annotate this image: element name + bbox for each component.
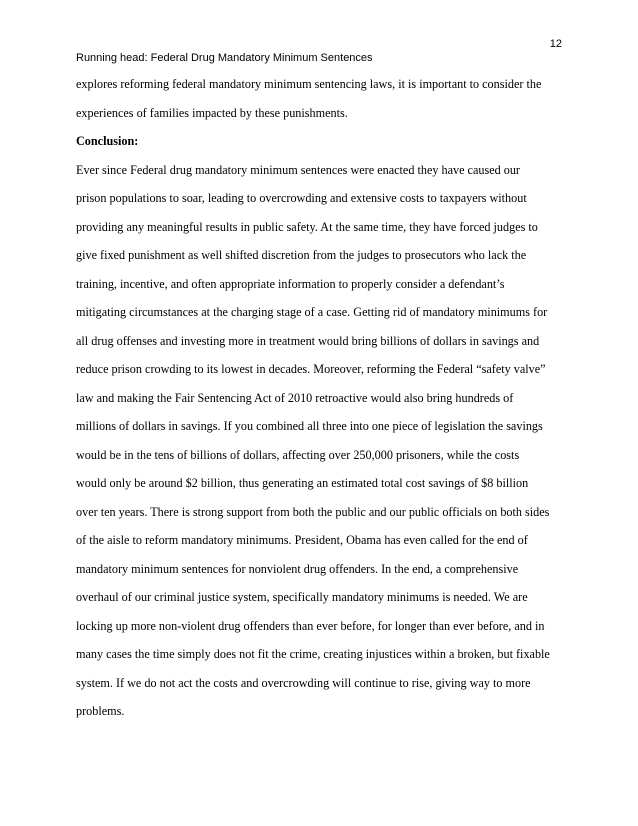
body-text	[76, 76, 576, 732]
paragraph-line: many cases the time simply does not fit the crime, creating injustices within a broken, but fixable	[76, 647, 550, 661]
paragraph-line: law and making the Fair Sentencing Act of 2010 retroactive would also bring hundreds of	[76, 390, 514, 405]
paragraph-line: all drug offenses and investing more in treatment would bring billions of dollars in savings and	[76, 333, 540, 348]
intro-line: explores reforming federal mandatory minimum sentencing laws, it is important to consider the	[76, 77, 542, 91]
paragraph-line: mandatory minimum sentences for nonviolent drug offenders. In the end, a comprehensive	[76, 561, 519, 576]
paragraph-line: millions of dollars in savings. If you combined all three into one piece of legislation the savings	[76, 419, 543, 433]
paragraph-line: overhaul of our criminal justice system, specifically mandatory minimums is needed. We are	[76, 590, 528, 604]
running-head: Running head: Federal Drug Mandatory Minimum Sentences	[76, 52, 373, 64]
paragraph-line: of the aisle to reform mandatory minimums. President, Obama has even called for the end of	[76, 533, 528, 547]
paragraph-line: reduce prison crowding to its lowest in decades. Moreover, reforming the Federal “safety valve”	[76, 362, 546, 376]
page-number: 12	[549, 38, 562, 50]
paragraph-line: would be in the tens of billions of dollars, affecting over 250,000 prisoners, while the costs	[76, 447, 520, 462]
paragraph-line: training, incentive, and often appropriate information to properly consider a defendant’s	[76, 276, 505, 291]
paragraph-line: prison populations to soar, leading to overcrowding and extensive costs to taxpayers without	[76, 191, 527, 205]
paragraph-line: problems.	[76, 704, 125, 718]
intro-line: experiences of families impacted by these punishments.	[76, 105, 348, 120]
paragraph-line: Ever since Federal drug mandatory minimum sentences were enacted they have caused our	[76, 162, 520, 177]
paragraph-line: providing any meaningful results in public safety. At the same time, they have forced judges to	[76, 219, 538, 234]
paragraph-line: over ten years. There is strong support from both the public and our public officials on both sides	[76, 504, 550, 519]
paragraph-line: locking up more non-violent drug offenders than ever before, for longer than ever before, and in	[76, 618, 545, 633]
paragraph-line: system. If we do not act the costs and overcrowding will continue to rise, giving way to more	[76, 675, 531, 690]
paragraph-line: would only be around $2 billion, thus generating an estimated total cost savings of $8 billion	[76, 476, 529, 490]
section-heading: Conclusion:	[76, 134, 139, 148]
paragraph-line: mitigating circumstances at the charging stage of a case. Getting rid of mandatory minimums for	[76, 305, 548, 319]
paragraph-line: give fixed punishment as well shifted discretion from the judges to prosecutors who lack the	[76, 248, 527, 262]
